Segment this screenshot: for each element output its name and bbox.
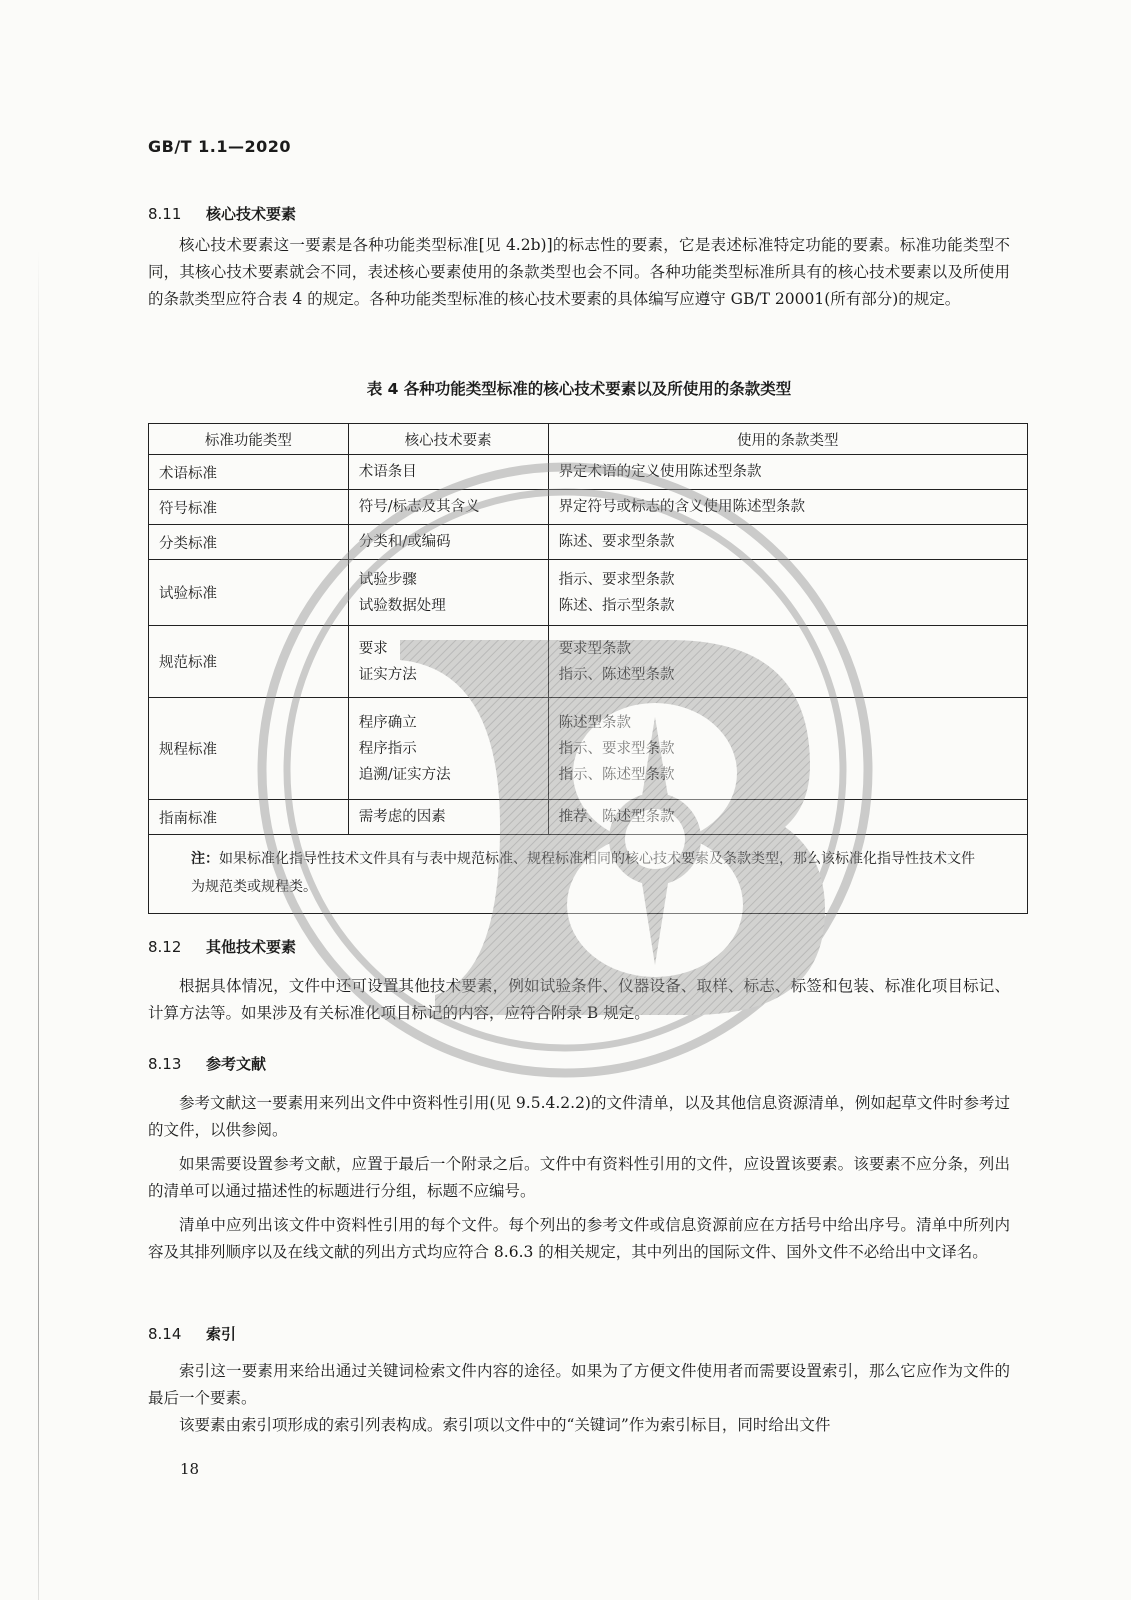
- table-row: [149, 698, 1028, 800]
- table-row: [149, 455, 1028, 490]
- clause-line: 要求型条款: [558, 640, 632, 657]
- clause-line: 指示、要求型条款: [558, 740, 675, 757]
- element-cell: [348, 560, 548, 626]
- element-line: 分类和/或编码: [358, 534, 451, 550]
- table-note-row: [149, 835, 1028, 914]
- element-line: 试验步骤: [358, 571, 417, 588]
- paragraph-8-12: 根据具体情况，文件中还可设置其他技术要素，例如试验条件、仪器设备、取样、标志、标签和包装、标准化项目标记、计算方法等。如果涉及有关标准化项目标记的内容，应符合附录 B 规定。: [148, 977, 1010, 1022]
- type-cell: 符号标准: [149, 490, 349, 525]
- section-title: 索引: [206, 1325, 237, 1343]
- page-number: 18: [180, 1460, 200, 1478]
- type-cell: 分类标准: [149, 525, 349, 560]
- clause-line: 指示、要求型条款: [558, 571, 675, 588]
- clause-line: 陈述、要求型条款: [558, 534, 675, 550]
- paragraph-8-13-2: 如果需要设置参考文献，应置于最后一个附录之后。文件中有资料性引用的文件，应设置该要素。该要素不应分条，列出的清单可以通过描述性的标题进行分组，标题不应编号。: [148, 1155, 1010, 1200]
- paragraph-8-13-3: 清单中应列出该文件中资料性引用的每个文件。每个列出的参考文件或信息资源前应在方括号中给出序号。清单中所列内容及其排列顺序以及在线文献的列出方式均应符合 8.6.3 的相关规定，其中列出的国际文件、国外文件不必给出中文译名。: [148, 1216, 1010, 1261]
- clause-line: 指示、陈述型条款: [558, 666, 675, 683]
- clause-cell: [548, 800, 1027, 835]
- element-line: 证实方法: [358, 666, 417, 683]
- table-row: [149, 525, 1028, 560]
- element-line: 程序指示: [358, 740, 417, 757]
- section-title: 核心技术要素: [206, 205, 297, 223]
- section-heading-8-11: [148, 203, 296, 224]
- table-row: [149, 800, 1028, 835]
- element-line: 术语条目: [358, 464, 417, 480]
- section-number: 8.14: [148, 1325, 182, 1343]
- paragraph-8-11: 核心技术要素这一要素是各种功能类型标准[见 4.2b)]的标志性的要素，它是表述标准特定功能的要素。标准功能类型不同，其核心技术要素就会不同，表述核心要素使用的条款类型也会不同。各种功能类型标准所具有的核心技术要素以及所使用的条款类型应符合表 4 的规定。各种功能类型标准的核心技术要素的具体编写应遵守 GB/T 20001(所有部分)的规定。: [148, 236, 1010, 308]
- element-cell: [348, 455, 548, 490]
- section-number: 8.11: [148, 205, 182, 223]
- table-header-row: [149, 424, 1028, 455]
- clause-line: 陈述、指示型条款: [558, 597, 675, 614]
- section-number: 8.12: [148, 938, 182, 956]
- clause-cell: [548, 490, 1027, 525]
- clause-line: 界定术语的定义使用陈述型条款: [558, 464, 762, 480]
- type-cell: 试验标准: [149, 560, 349, 626]
- element-line: 符号/标志及其含义: [358, 499, 480, 515]
- clause-line: 推荐、陈述型条款: [558, 809, 675, 825]
- paragraph-8-13-1: 参考文献这一要素用来列出文件中资料性引用(见 9.5.4.2.2)的文件清单，以及其他信息资源清单，例如起草文件时参考过的文件，以供参阅。: [148, 1094, 1010, 1139]
- element-line: 程序确立: [358, 714, 417, 731]
- element-line: 要求: [358, 640, 388, 657]
- clause-cell: [548, 560, 1027, 626]
- element-line: 追溯/证实方法: [358, 766, 451, 783]
- paragraph-8-14-2: 该要素由索引项形成的索引列表构成。索引项以文件中的“关键词”作为索引标目，同时给出文件: [179, 1416, 831, 1434]
- table-caption: 表 4 各种功能类型标准的核心技术要素以及所使用的条款类型: [366, 380, 792, 398]
- paragraph-8-14-1: 索引这一要素用来给出通过关键词检索文件内容的途径。如果为了方便文件使用者而需要设置索引，那么它应作为文件的最后一个要素。: [148, 1362, 1010, 1407]
- clause-line: 界定符号或标志的含义使用陈述型条款: [558, 499, 806, 515]
- section-heading-8-14: [148, 1323, 236, 1344]
- note-text: 如果标准化指导性技术文件具有与表中规范标准、规程标准相同的核心技术要素及条款类型，那么该标准化指导性技术文件为规范类或规程类。: [191, 851, 975, 895]
- note-label: 注：: [191, 851, 219, 867]
- element-cell: [348, 490, 548, 525]
- clause-line: 陈述型条款: [558, 714, 632, 731]
- table-row: [149, 560, 1028, 626]
- clause-cell: [548, 455, 1027, 490]
- element-cell: [348, 626, 548, 698]
- section-title: 参考文献: [206, 1055, 267, 1073]
- section-title: 其他技术要素: [206, 938, 297, 956]
- type-cell: 规范标准: [149, 626, 349, 698]
- table-note: [149, 835, 1028, 914]
- element-cell: [348, 800, 548, 835]
- element-cell: [348, 525, 548, 560]
- table-4: [148, 423, 1028, 914]
- header-cell: 标准功能类型: [149, 424, 349, 455]
- clause-cell: [548, 698, 1027, 800]
- document-id: GB/T 1.1—2020: [148, 137, 292, 156]
- table-row: [149, 490, 1028, 525]
- header-cell: 核心技术要素: [348, 424, 548, 455]
- type-cell: 指南标准: [149, 800, 349, 835]
- section-number: 8.13: [148, 1055, 182, 1073]
- header-cell: 使用的条款类型: [548, 424, 1027, 455]
- scan-margin-line: [38, 250, 39, 1600]
- clause-cell: [548, 626, 1027, 698]
- clause-cell: [548, 525, 1027, 560]
- section-heading-8-13: [148, 1053, 266, 1074]
- element-line: 需考虑的因素: [358, 809, 446, 825]
- element-cell: [348, 698, 548, 800]
- table-row: [149, 626, 1028, 698]
- type-cell: 规程标准: [149, 698, 349, 800]
- clause-line: 指示、陈述型条款: [558, 766, 675, 783]
- section-heading-8-12: [148, 936, 296, 957]
- type-cell: 术语标准: [149, 455, 349, 490]
- element-line: 试验数据处理: [358, 597, 446, 614]
